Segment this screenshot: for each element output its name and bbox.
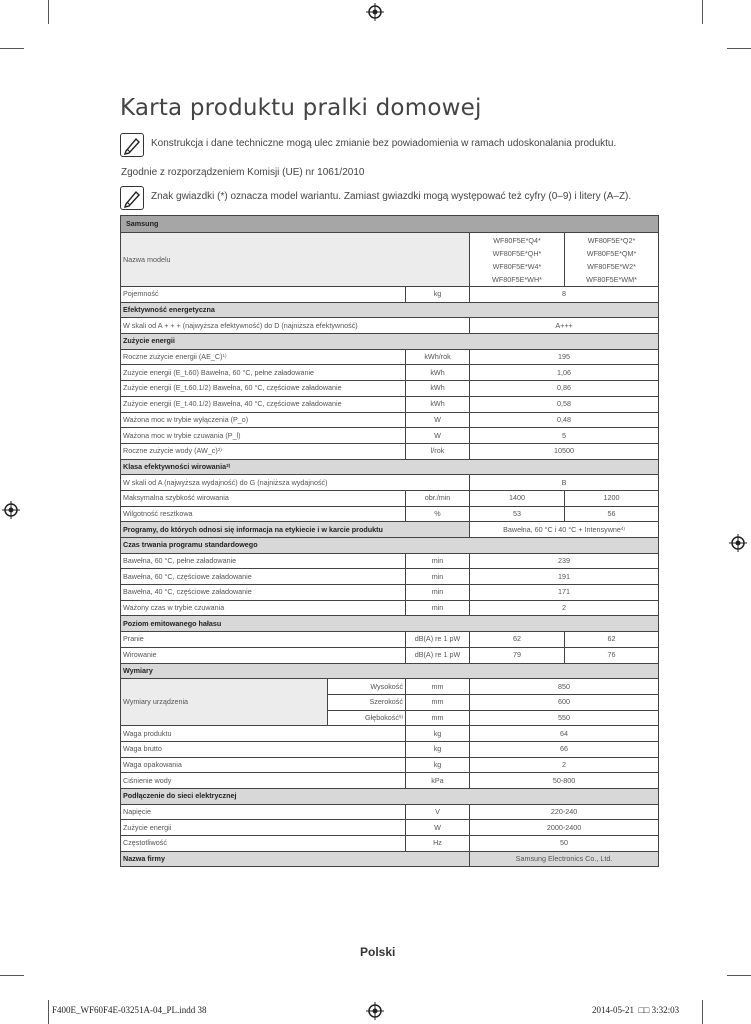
section-header: Wymiary [121, 663, 659, 679]
table-row: Głębokość$^{5)}$ mm 550 [121, 710, 659, 726]
note-text: Znak gwiazdki (*) oznacza model wariantu. Zamiast gwiazdki mogą występować też cyfry (0–9) i litery (A–Z). [151, 191, 632, 202]
registration-mark-icon [2, 501, 20, 519]
table-row: Ważona moc w trybie czuwania (P_l) W 5 [121, 428, 659, 444]
section-header: Klasa efektywności wirowania$^{3)}$ [121, 459, 659, 475]
section-header: Efektywność energetyczna [121, 302, 659, 318]
table-row: W skali od A + + + (najwyższa efektywność) do D (najniższa efektywność) A+++ [121, 318, 659, 334]
page-title: Karta produktu pralki domowej [120, 95, 482, 121]
table-row: Zużycie energii (E_t.40.1/2) Bawełna, 40 °C, częściowe załadowanie kWh 0,58 [121, 396, 659, 412]
models-column-b: WF80F5E*Q2* WF80F5E*QM* WF80F5E*W2* WF80F5E*WM* [565, 233, 659, 287]
table-row: Bawełna, 40 °C, częściowe załadowanie min 171 [121, 585, 659, 601]
section-header: Poziom emitowanego hałasu [121, 616, 659, 632]
table-header-row [121, 216, 659, 233]
section-header: Nazwa firmy Samsung Electronics Co., Ltd. [121, 851, 659, 867]
brand-header: Samsung [121, 216, 659, 233]
footer-language: Polski [360, 945, 396, 959]
table-row: Pojemność kg 8 [121, 287, 659, 303]
table-row: Roczne zużycie wody (AW_c)$^{2)}$ l/rok 10500 [121, 443, 659, 459]
section-header: Podłączenie do sieci elektrycznej [121, 789, 659, 805]
section-header: Zużycie energii [121, 334, 659, 350]
table-row: Waga opakowania kg 2 [121, 757, 659, 773]
model-label: Nazwa modelu [121, 233, 470, 287]
table-row: Wilgotność resztkowa % 53 56 [121, 506, 659, 522]
table-row: Częstotliwość Hz 50 [121, 836, 659, 852]
note-pencil-icon [120, 186, 144, 210]
footer-file: F400E_WF60F4E-03251A-04_PL.indd 38 [52, 1005, 207, 1015]
models-column-a: WF80F5E*Q4* WF80F5E*QH* WF80F5E*W4* WF80F5E*WH* [470, 233, 565, 287]
table-row: Zużycie energii (E_t.60) Bawełna, 60 °C, pełne załadowanie kWh 1,06 [121, 365, 659, 381]
table-row: Wirowanie dB(A) re 1 pW 79 76 [121, 647, 659, 663]
table-row: Wymiary urządzenia Wysokość mm 850 [121, 679, 659, 695]
table-row: Ważona moc w trybie wyłączenia (P_o) W 0,48 [121, 412, 659, 428]
regulation-text: Zgodnie z rozporządzeniem Komisji (UE) nr 1061/2010 [121, 167, 365, 178]
product-fiche-table [120, 215, 659, 867]
note-text: Konstrukcja i dane techniczne mogą ulec zmianie bez powiadomienia w ramach udoskonalania produktu. [151, 138, 617, 149]
note-pencil-icon [120, 133, 144, 157]
table-row: Zużycie energii W 2000-2400 [121, 820, 659, 836]
table-row: Roczne zużycie energii (AE_C)$^{1)}$ kWh/rok 195 [121, 349, 659, 365]
table-row: Bawełna, 60 °C, pełne załadowanie min 239 [121, 553, 659, 569]
table-row: Waga brutto kg 66 [121, 741, 659, 757]
table-row: Bawełna, 60 °C, częściowe załadowanie min 191 [121, 569, 659, 585]
table-row: Ciśnienie wody kPa 50-800 [121, 773, 659, 789]
table-row: Szerokość mm 600 [121, 694, 659, 710]
table-row: Napięcie V 220-240 [121, 804, 659, 820]
registration-mark-icon [729, 534, 747, 552]
table-row: Zużycie energii (E_t.60.1/2) Bawełna, 60 °C, częściowe załadowanie kWh 0,86 [121, 381, 659, 397]
registration-mark-icon [366, 3, 384, 21]
table-row: W skali od A (najwyższa wydajność) do G (najniższa wydajność) B [121, 475, 659, 491]
table-row: Ważony czas w trybie czuwania min 2 [121, 600, 659, 616]
registration-mark-icon [366, 1002, 384, 1020]
table-row [121, 233, 659, 287]
table-row: Maksymalna szybkość wirowania obr./min 1400 1200 [121, 490, 659, 506]
table-row: Waga produktu kg 64 [121, 726, 659, 742]
table-row: Pranie dB(A) re 1 pW 62 62 [121, 632, 659, 648]
section-header: Programy, do których odnosi się informacja na etykiecie i w karcie produktu Bawełna, 60 °C i 40 °C + Intensywne$^{4)}$ [121, 522, 659, 538]
section-header: Czas trwania programu standardowego [121, 538, 659, 554]
footer-timestamp: 2014-05-21 □□ 3:32:03 [592, 1005, 680, 1015]
